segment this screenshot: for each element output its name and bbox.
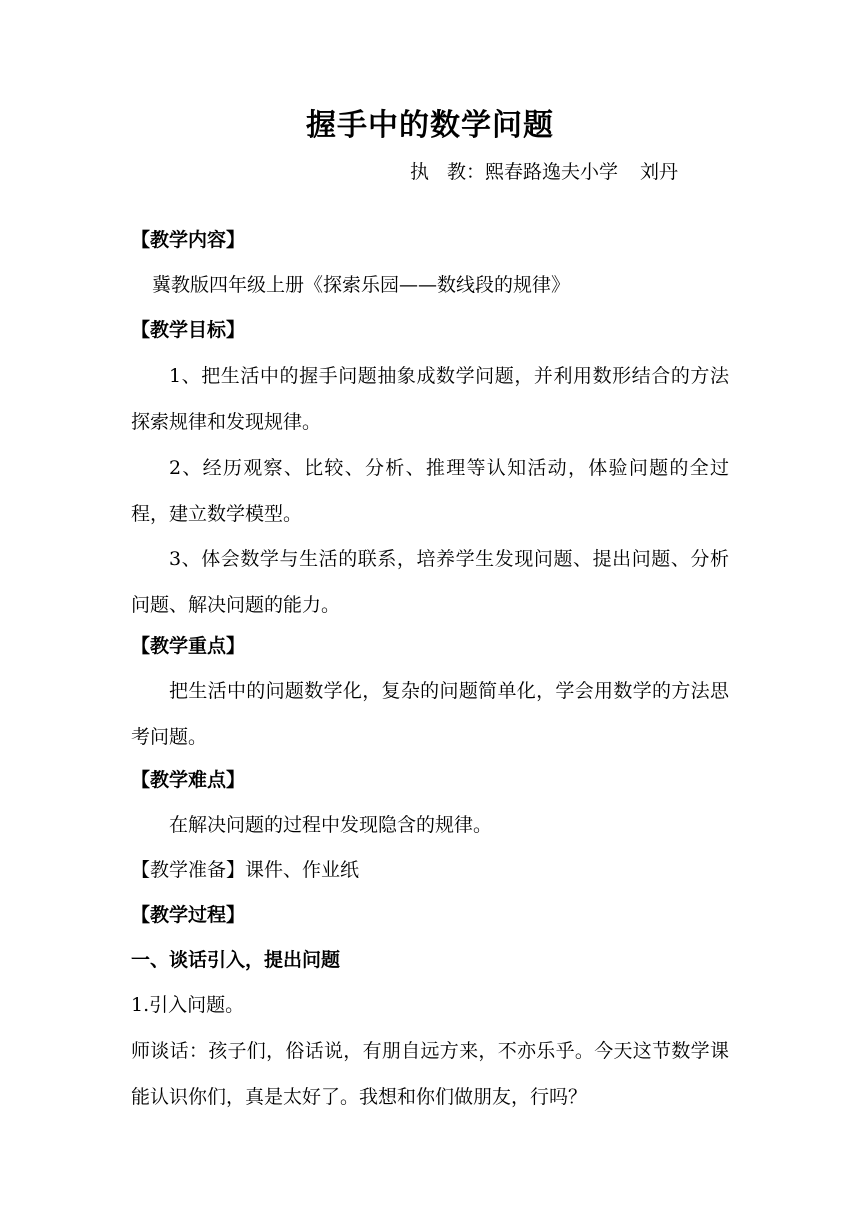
page-title: 握手中的数学问题 bbox=[306, 108, 554, 143]
author-line bbox=[410, 158, 678, 186]
content-text: 冀教版四年级上册《探索乐园——数线段的规律》 bbox=[152, 274, 571, 296]
step-1-line: 1.引入问题。 bbox=[131, 994, 245, 1016]
goal-1-paragraph: 1、把生活中的握手问题抽象成数学问题，并利用数形结合的方法探索规律和发现规律。 bbox=[131, 365, 729, 433]
author-label-2: 教： bbox=[447, 161, 486, 183]
author-label-1: 执 bbox=[410, 161, 430, 183]
part-one-heading: 一、谈话引入，提出问题 bbox=[131, 949, 341, 971]
preparation-line: 【教学准备】课件、作业纸 bbox=[131, 859, 360, 881]
difficulty-heading: 【教学难点】 bbox=[131, 769, 246, 791]
teacher-talk-paragraph: 师谈话：孩子们，俗话说，有朋自远方来，不亦乐乎。今天这节数学课能认识你们，真是太好了。我想和你们做朋友，行吗？ bbox=[131, 1040, 729, 1108]
content-heading: 【教学内容】 bbox=[131, 229, 246, 251]
key-point-heading: 【教学重点】 bbox=[131, 635, 246, 657]
author-teacher: 刘丹 bbox=[640, 161, 679, 183]
key-point-paragraph: 把生活中的问题数学化，复杂的问题简单化，学会用数学的方法思考问题。 bbox=[131, 680, 729, 748]
goals-heading: 【教学目标】 bbox=[131, 319, 246, 341]
process-heading: 【教学过程】 bbox=[131, 904, 246, 926]
goal-2-paragraph: 2、经历观察、比较、分析、推理等认知活动，体验问题的全过程，建立数学模型。 bbox=[131, 457, 729, 525]
goal-3-paragraph: 3、体会数学与生活的联系，培养学生发现问题、提出问题、分析问题、解决问题的能力。 bbox=[131, 548, 729, 616]
author-school: 熙春路逸夫小学 bbox=[485, 161, 619, 183]
difficulty-paragraph: 在解决问题的过程中发现隐含的规律。 bbox=[169, 814, 493, 836]
